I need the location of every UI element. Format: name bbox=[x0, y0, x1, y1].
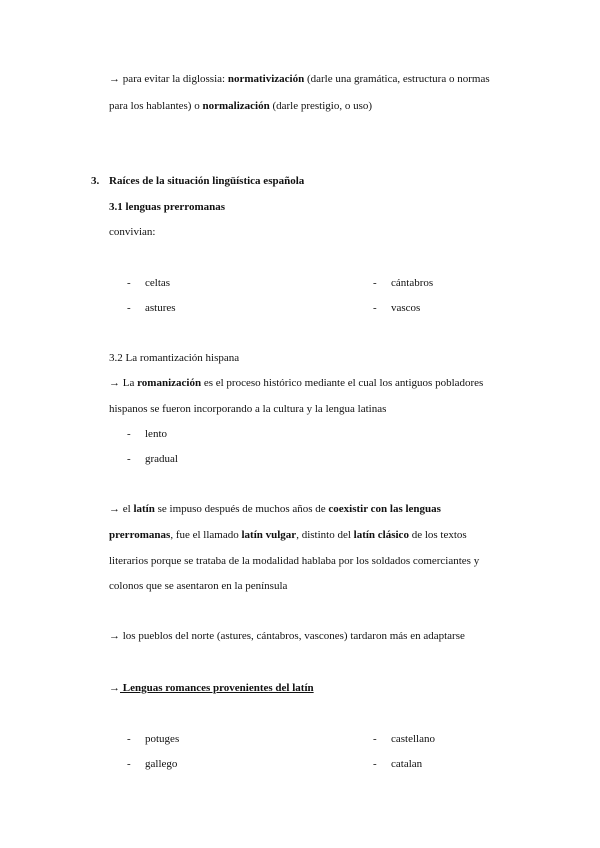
latin-line-3: literarios porque se trataba de la modalidad hablaba por los soldados comerciantes y bbox=[109, 555, 480, 567]
list-item-castellano: castellano bbox=[391, 733, 435, 745]
diglossia-line-2: para los hablantes) o normalización (darle prestigio, o uso) bbox=[109, 100, 373, 112]
list-dash: - bbox=[373, 733, 377, 745]
romanizacion-line-2: hispanos se fueron incorporando a la cultura y la lengua latinas bbox=[109, 403, 387, 415]
term-normativizacion: normativización bbox=[227, 73, 305, 85]
list-item-celtas: celtas bbox=[145, 277, 171, 289]
latin-line-4: colonos que se asentaron en la península bbox=[109, 580, 288, 592]
arrow-icon: → bbox=[109, 682, 120, 694]
list-item-potuges: potuges bbox=[145, 733, 180, 745]
latin-line-2: prerromanas, fue el llamado latín vulgar, distinto del latín clásico de los textos bbox=[109, 529, 467, 541]
list-dash: - bbox=[127, 302, 131, 314]
list-item-vascos: vascos bbox=[391, 302, 421, 314]
section-3-heading bbox=[91, 175, 99, 187]
list-dash: - bbox=[373, 758, 377, 770]
list-item-gallego: gallego bbox=[145, 758, 178, 770]
term-normalizacion: normalización bbox=[202, 100, 270, 112]
list-dash: - bbox=[127, 758, 131, 770]
list-dash: - bbox=[373, 302, 377, 314]
romanizacion-line-1: → La romanización es el proceso histórico mediante el cual los antiguos pobladores bbox=[109, 377, 484, 389]
list-dash: - bbox=[127, 277, 131, 289]
list-item-lento: lento bbox=[145, 428, 167, 440]
romances-heading: → Lenguas romances provenientes del latín bbox=[109, 682, 314, 694]
list-item-catalan: catalan bbox=[391, 758, 423, 770]
section-number: 3. bbox=[91, 175, 100, 187]
list-dash: - bbox=[127, 453, 131, 465]
convivian-label: convivian: bbox=[109, 226, 156, 238]
list-dash: - bbox=[127, 733, 131, 745]
term-romanizacion: romanización bbox=[137, 377, 202, 389]
list-dash: - bbox=[127, 428, 131, 440]
diglossia-line-1: → para evitar la diglossia: normativización (darle una gramática, estructura o normas bbox=[109, 73, 490, 85]
section-3-title: Raíces de la situación lingüística española bbox=[109, 175, 305, 187]
list-item-cantabros: cántabros bbox=[391, 277, 434, 289]
pueblos-norte-line: → los pueblos del norte (astures, cántabros, vascones) tardaron más en adaptarse bbox=[109, 630, 465, 642]
subsection-3-1-title: 3.1 lenguas prerromanas bbox=[109, 201, 226, 213]
latin-line-1: → el latín se impuso después de muchos años de coexistir con las lenguas bbox=[109, 503, 441, 515]
list-item-gradual: gradual bbox=[145, 453, 178, 465]
subsection-3-2-title: 3.2 La romantización hispana bbox=[109, 352, 240, 364]
list-item-astures: astures bbox=[145, 302, 176, 314]
list-dash: - bbox=[373, 277, 377, 289]
